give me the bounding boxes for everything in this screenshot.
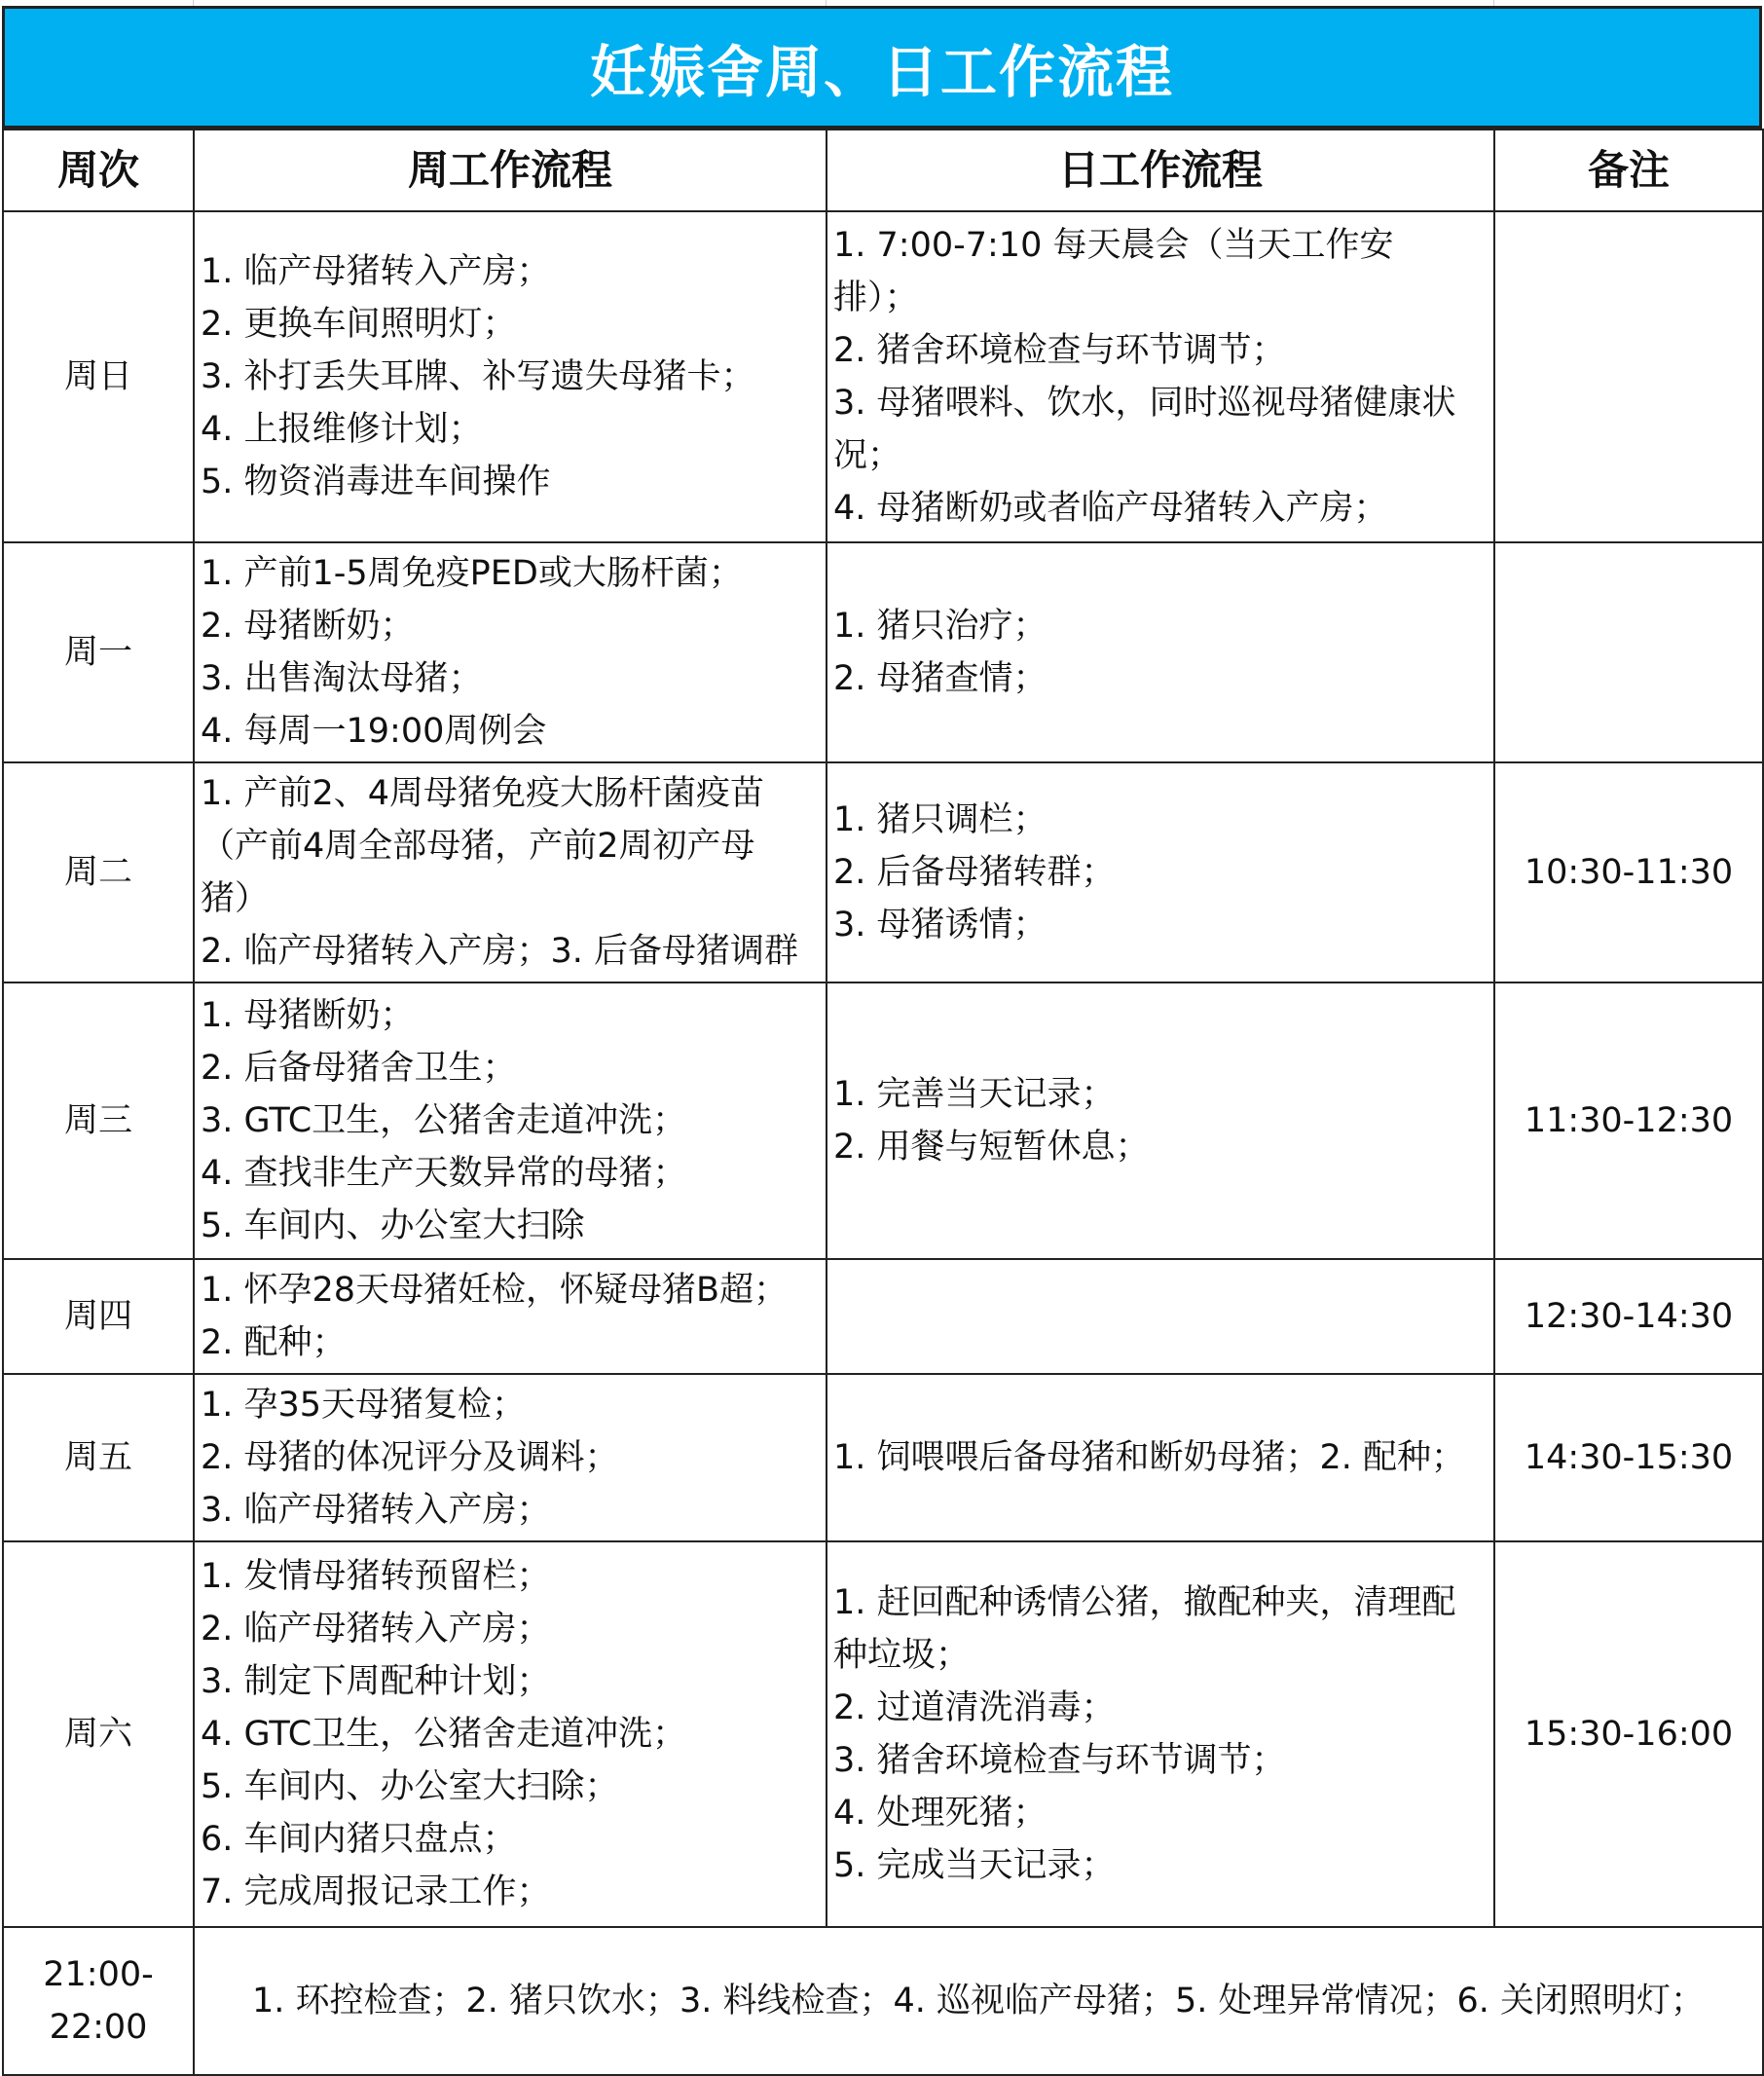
weekly-cell-line: 3. 制定下周配种计划； xyxy=(201,1662,551,1701)
weekly-cell-line: 1. 产前2、4周母猪免疫大肠杆菌疫苗 xyxy=(201,774,765,813)
day-cell: 周五 xyxy=(3,1374,194,1541)
daily-cell-line: 4. 处理死猪； xyxy=(833,1794,1047,1833)
table-body xyxy=(3,211,1763,2075)
weekly-cell-line: 3. 补打丢失耳牌、补写遗失母猪卡； xyxy=(201,357,755,396)
worksheet xyxy=(2,0,1762,2070)
day-cell: 周一 xyxy=(3,542,194,762)
note-cell xyxy=(1494,211,1763,542)
daily-cell-line: 1. 7:00-7:10 每天晨会（当天工作安 xyxy=(833,226,1394,265)
weekly-cell-line: 4. 上报维修计划； xyxy=(201,410,483,449)
daily-cell xyxy=(827,542,1494,762)
daily-cell-line: 5. 完成当天记录； xyxy=(833,1846,1116,1885)
evening-row xyxy=(3,1927,1763,2075)
daily-cell xyxy=(827,1259,1494,1374)
table-row xyxy=(3,211,1763,542)
daily-cell-line: 1. 猪只调栏； xyxy=(833,800,1047,839)
header-daily: 日工作流程 xyxy=(827,130,1494,211)
weekly-cell-line: 7. 完成周报记录工作； xyxy=(201,1872,551,1911)
header-weekly: 周工作流程 xyxy=(194,130,827,211)
day-cell: 周四 xyxy=(3,1259,194,1374)
note-cell: 11:30-12:30 xyxy=(1494,982,1763,1259)
day-cell: 周三 xyxy=(3,982,194,1259)
weekly-cell-line: 2. 临产母猪转入产房； xyxy=(201,1610,551,1649)
daily-cell-line: 1. 完善当天记录； xyxy=(833,1075,1116,1114)
day-cell: 周六 xyxy=(3,1541,194,1927)
evening-tasks-cell: 1. 环控检查；2. 猪只饮水；3. 料线检查；4. 巡视临产母猪；5. 处理异常情况；6. 关闭照明灯； xyxy=(194,1927,1763,2075)
note-cell: 12:30-14:30 xyxy=(1494,1259,1763,1374)
daily-cell-line: 1. 饲喂喂后备母猪和断奶母猪；2. 配种； xyxy=(833,1438,1466,1477)
daily-cell-line: 排）； xyxy=(833,278,919,317)
note-cell: 14:30-15:30 xyxy=(1494,1374,1763,1541)
daily-cell-line: 2. 用餐与短暂休息； xyxy=(833,1128,1150,1167)
daily-cell-line: 1. 猪只治疗； xyxy=(833,607,1047,646)
weekly-cell-line: 猪） xyxy=(201,879,270,918)
table-row xyxy=(3,542,1763,762)
weekly-cell-line: 2. 配种； xyxy=(201,1323,347,1362)
weekly-cell xyxy=(194,1374,827,1541)
weekly-cell-line: 1. 孕35天母猪复检； xyxy=(201,1386,527,1425)
weekly-cell-line: （产前4周全部母猪，产前2周初产母 xyxy=(201,827,755,866)
weekly-cell-line: 1. 临产母猪转入产房； xyxy=(201,252,551,291)
daily-cell-line: 2. 母猪查情； xyxy=(833,659,1047,698)
header-day: 周次 xyxy=(3,130,194,211)
workflow-table xyxy=(2,129,1764,2076)
daily-cell-line: 1. 赶回配种诱情公猪，撤配种夹，清理配 xyxy=(833,1583,1456,1622)
daily-cell-line: 4. 母猪断奶或者临产母猪转入产房； xyxy=(833,489,1388,528)
weekly-cell-line: 1. 发情母猪转预留栏； xyxy=(201,1557,551,1596)
weekly-cell xyxy=(194,211,827,542)
weekly-cell-line: 2. 母猪断奶； xyxy=(201,607,415,646)
daily-cell-line: 况； xyxy=(833,436,902,475)
page-title: 妊娠舍周、日工作流程 xyxy=(589,39,1174,105)
table-row xyxy=(3,982,1763,1259)
weekly-cell-line: 2. 更换车间照明灯； xyxy=(201,305,517,344)
day-cell: 周日 xyxy=(3,211,194,542)
evening-time-line: 21:00- xyxy=(43,1955,154,1994)
table-row xyxy=(3,1259,1763,1374)
table-row xyxy=(3,1541,1763,1927)
weekly-cell xyxy=(194,1259,827,1374)
weekly-cell-line: 4. 查找非生产天数异常的母猪； xyxy=(201,1154,687,1193)
title-banner xyxy=(2,6,1762,129)
daily-cell-line: 种垃圾； xyxy=(833,1636,971,1675)
daily-cell-line: 3. 母猪诱情； xyxy=(833,906,1047,945)
daily-cell-line: 2. 猪舍环境检查与环节调节； xyxy=(833,331,1286,370)
weekly-cell-line: 1. 产前1-5周免疫PED或大肠杆菌； xyxy=(201,554,743,593)
daily-cell-line: 2. 后备母猪转群； xyxy=(833,853,1116,892)
table-header-row xyxy=(3,130,1763,211)
daily-cell xyxy=(827,1541,1494,1927)
weekly-cell xyxy=(194,542,827,762)
weekly-cell xyxy=(194,762,827,982)
evening-time-line: 22:00 xyxy=(49,2008,148,2047)
evening-time-cell xyxy=(3,1927,194,2075)
daily-cell-line: 3. 猪舍环境检查与环节调节； xyxy=(833,1741,1286,1780)
weekly-cell-line: 4. 每周一19:00周例会 xyxy=(201,712,547,751)
weekly-cell-line: 6. 车间内猪只盘点； xyxy=(201,1820,517,1859)
weekly-cell xyxy=(194,1541,827,1927)
weekly-cell-line: 5. 物资消毒进车间操作 xyxy=(201,463,551,501)
weekly-cell-line: 1. 母猪断奶； xyxy=(201,996,415,1035)
daily-cell xyxy=(827,762,1494,982)
day-cell: 周二 xyxy=(3,762,194,982)
daily-cell xyxy=(827,1374,1494,1541)
weekly-cell-line: 3. 出售淘汰母猪； xyxy=(201,659,483,698)
header-note: 备注 xyxy=(1494,130,1763,211)
weekly-cell-line: 2. 临产母猪转入产房；3. 后备母猪调群 xyxy=(201,932,799,971)
weekly-cell-line: 1. 怀孕28天母猪妊检，怀疑母猪B超； xyxy=(201,1271,789,1310)
weekly-cell-line: 2. 后备母猪舍卫生； xyxy=(201,1049,517,1088)
note-cell: 10:30-11:30 xyxy=(1494,762,1763,982)
table-row xyxy=(3,1374,1763,1541)
daily-cell-line: 2. 过道清洗消毒； xyxy=(833,1688,1116,1727)
weekly-cell-line: 5. 车间内、办公室大扫除 xyxy=(201,1206,585,1245)
note-cell: 15:30-16:00 xyxy=(1494,1541,1763,1927)
weekly-cell-line: 3. 临产母猪转入产房； xyxy=(201,1491,551,1530)
daily-cell xyxy=(827,211,1494,542)
weekly-cell-line: 5. 车间内、办公室大扫除； xyxy=(201,1767,619,1806)
daily-cell-line: 3. 母猪喂料、饮水，同时巡视母猪健康状 xyxy=(833,384,1456,423)
note-cell xyxy=(1494,542,1763,762)
weekly-cell xyxy=(194,982,827,1259)
weekly-cell-line: 2. 母猪的体况评分及调料； xyxy=(201,1438,619,1477)
weekly-cell-line: 3. GTC卫生，公猪舍走道冲洗； xyxy=(201,1101,687,1140)
daily-cell xyxy=(827,982,1494,1259)
weekly-cell-line: 4. GTC卫生，公猪舍走道冲洗； xyxy=(201,1715,687,1754)
table-row xyxy=(3,762,1763,982)
